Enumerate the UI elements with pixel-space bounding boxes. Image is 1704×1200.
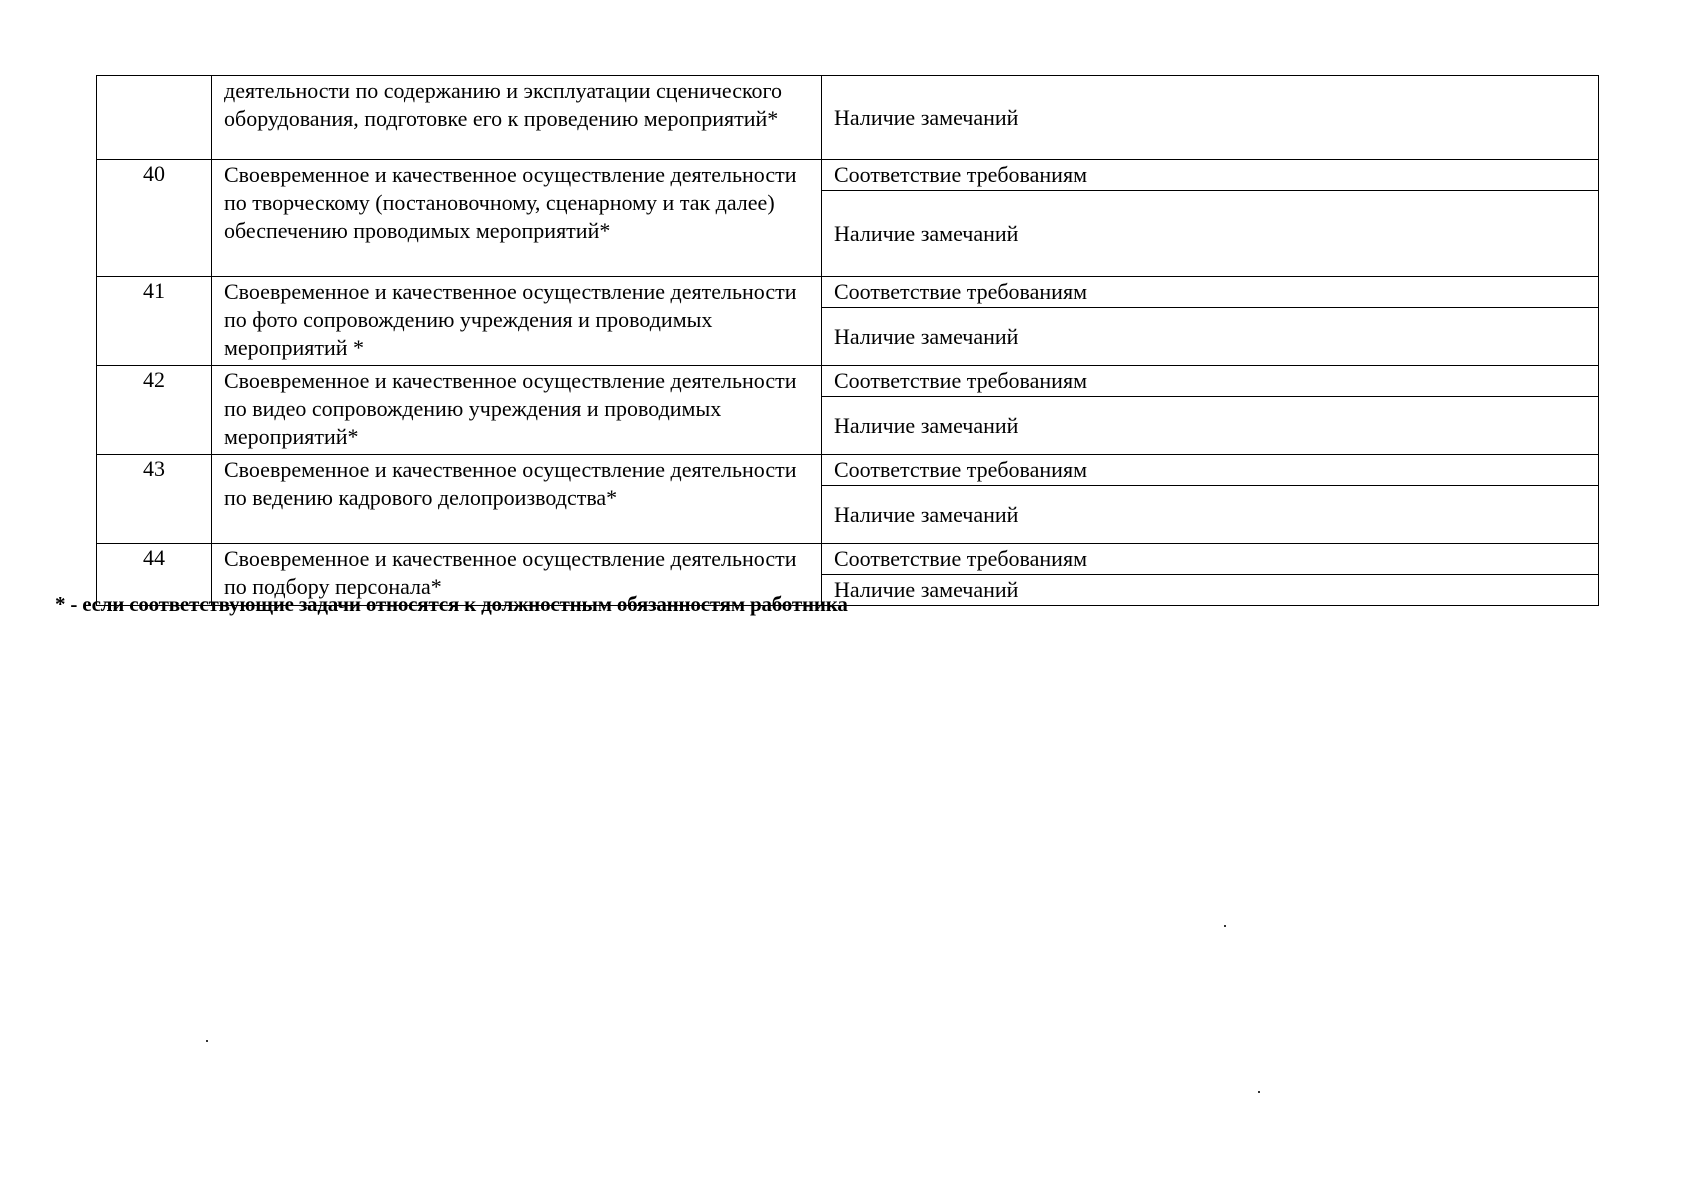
- row-description: Своевременное и качественное осуществление деятельности по фото сопровождению учреждения и проводимых мероприятий *: [212, 277, 822, 366]
- criterion-compliance: Соответствие требованиям: [822, 160, 1599, 191]
- criterion-remarks: Наличие замечаний: [822, 486, 1599, 544]
- footnote: * - если соответствующие задачи относятся к должностным обязанностям работника: [55, 592, 848, 616]
- table-row: [97, 277, 1599, 308]
- row-number: 40: [97, 160, 212, 277]
- criterion-compliance: Соответствие требованиям: [822, 366, 1599, 397]
- row-description: деятельности по содержанию и эксплуатации сценического оборудования, подготовке его к проведению мероприятий*: [212, 76, 822, 160]
- row-number: 41: [97, 277, 212, 366]
- criterion-remarks: Наличие замечаний: [822, 76, 1599, 160]
- table-row: [97, 544, 1599, 575]
- row-description: Своевременное и качественное осуществление деятельности по ведению кадрового делопроизводства*: [212, 455, 822, 544]
- row-description: Своевременное и качественное осуществление деятельности по творческому (постановочному, сценарному и так далее) обеспечению проводимых мероприятий*: [212, 160, 822, 277]
- table-row: [97, 76, 1599, 160]
- criterion-remarks: Наличие замечаний: [822, 308, 1599, 366]
- row-description: Своевременное и качественное осуществление деятельности по подбору персонала*: [212, 544, 822, 606]
- criteria-table: [96, 75, 1599, 606]
- row-number: [97, 76, 212, 160]
- criterion-remarks: Наличие замечаний: [822, 575, 1599, 606]
- table-row: [97, 455, 1599, 486]
- table-row: [97, 366, 1599, 397]
- criterion-remarks: Наличие замечаний: [822, 397, 1599, 455]
- scan-speck: [1258, 1091, 1260, 1093]
- criterion-compliance: Соответствие требованиям: [822, 277, 1599, 308]
- row-description: Своевременное и качественное осуществление деятельности по видео сопровождению учреждения и проводимых мероприятий*: [212, 366, 822, 455]
- table-row: [97, 160, 1599, 191]
- criterion-remarks: Наличие замечаний: [822, 191, 1599, 277]
- scan-speck: [1224, 925, 1226, 927]
- criterion-compliance: Соответствие требованиям: [822, 455, 1599, 486]
- row-number: 43: [97, 455, 212, 544]
- row-number: 42: [97, 366, 212, 455]
- row-number: 44: [97, 544, 212, 606]
- scan-speck: [206, 1040, 208, 1042]
- criterion-compliance: Соответствие требованиям: [822, 544, 1599, 575]
